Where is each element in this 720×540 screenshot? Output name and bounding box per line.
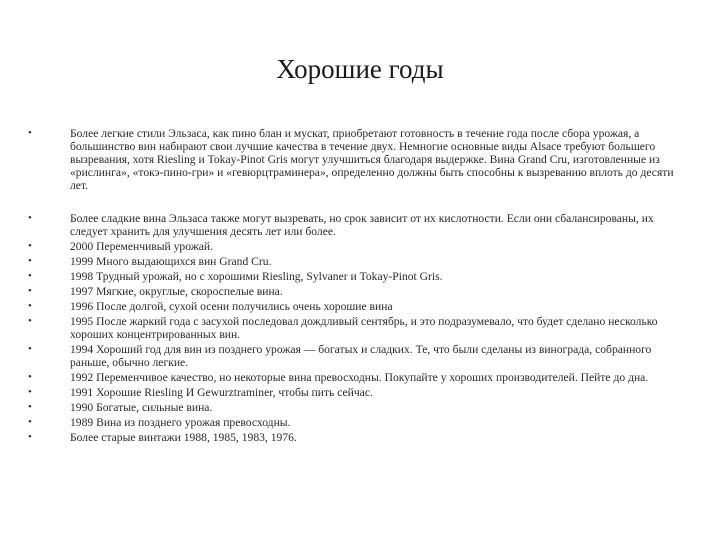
list-item-text: 1996 После долгой, сухой осени получились очень хорошие вина xyxy=(70,300,393,313)
list-item xyxy=(28,127,692,192)
list-item xyxy=(28,270,692,283)
bullet-icon: • xyxy=(28,401,32,413)
slide-title: Хорошие годы xyxy=(276,54,444,84)
bullet-icon: • xyxy=(28,255,32,267)
list-item xyxy=(28,255,692,268)
list-item-text: Более старые винтажи 1988, 1985, 1983, 1976. xyxy=(70,431,297,444)
list-item-text: Более легкие стили Эльзаса, как пино блан и мускат, приобретают готовность в течение года после сбора урожая, а большинство вин набирают свои лучшие качества в течение двух. Немногие основные виды Alsace требуют большего вызревания, хотя Riesling и Tokay-Pinot Gris могут улучшиться благодаря выдержке. Вина Grand Cru, изготовленные из «рислинга», «токэ-пино-гри» и «гевюрцтраминера», определенно должны быть способны к вызреванию вплоть до десяти лет. xyxy=(70,127,674,192)
list-item-text: 2000 Переменчивый урожай. xyxy=(70,240,213,253)
list-item xyxy=(28,431,692,444)
list-item-text: 1989 Вина из позднего урожая превосходны. xyxy=(70,416,291,429)
list-item xyxy=(28,416,692,429)
bullet-icon: • xyxy=(28,343,32,355)
list-item xyxy=(28,343,692,369)
list-item xyxy=(28,386,692,399)
list-item xyxy=(28,300,692,313)
bullet-icon: • xyxy=(28,240,32,252)
list-item-text: 1998 Трудный урожай, но с хорошими Riesling, Sylvaner и Tokay-Pinot Gris. xyxy=(70,270,443,283)
list-item xyxy=(28,371,692,384)
list-item-text: 1995 После жаркий года с засухой последовал дождливый сентябрь, и это подразумевало, что будет сделано несколько хороших концентрированных вин. xyxy=(70,315,658,341)
list-item-text: Более сладкие вина Эльзаса также могут вызревать, но срок зависит от их кислотности. Если они сбалансированы, их следует хранить для улучшения десять лет или более. xyxy=(70,212,654,238)
bullet-icon: • xyxy=(28,300,32,312)
bullet-icon: • xyxy=(28,416,32,428)
list-item-text: 1992 Переменчивое качество, но некоторые вина превосходны. Покупайте у хороших производителей. Пейте до дна. xyxy=(70,371,649,384)
bullet-icon: • xyxy=(28,386,32,398)
list-item xyxy=(28,240,692,253)
bullet-icon: • xyxy=(28,315,32,327)
list-item-text: 1994 Хороший год для вин из позднего урожая — богатых и сладких. Те, что были сделаны из винограда, собранного раньше, обычно легкие. xyxy=(70,343,652,369)
list-item-text: 1999 Много выдающихся вин Grand Cru. xyxy=(70,255,272,268)
bullet-icon: • xyxy=(28,270,32,282)
bullet-icon: • xyxy=(28,285,32,297)
list-item-text: 1997 Мягкие, округлые, скороспелые вина. xyxy=(70,285,283,298)
list-item xyxy=(28,285,692,298)
bullet-icon: • xyxy=(28,431,32,443)
list-item xyxy=(28,401,692,414)
bullet-list xyxy=(28,127,692,444)
list-item-text: 1990 Богатые, сильные вина. xyxy=(70,401,213,414)
list-item xyxy=(28,212,692,238)
list-item xyxy=(28,315,692,341)
bullet-icon: • xyxy=(28,371,32,383)
bullet-icon: • xyxy=(28,127,32,139)
list-item-text: 1991 Хорошие Riesling И Gewurztraminer, чтобы пить сейчас. xyxy=(70,386,373,399)
bullet-icon: • xyxy=(28,212,32,224)
